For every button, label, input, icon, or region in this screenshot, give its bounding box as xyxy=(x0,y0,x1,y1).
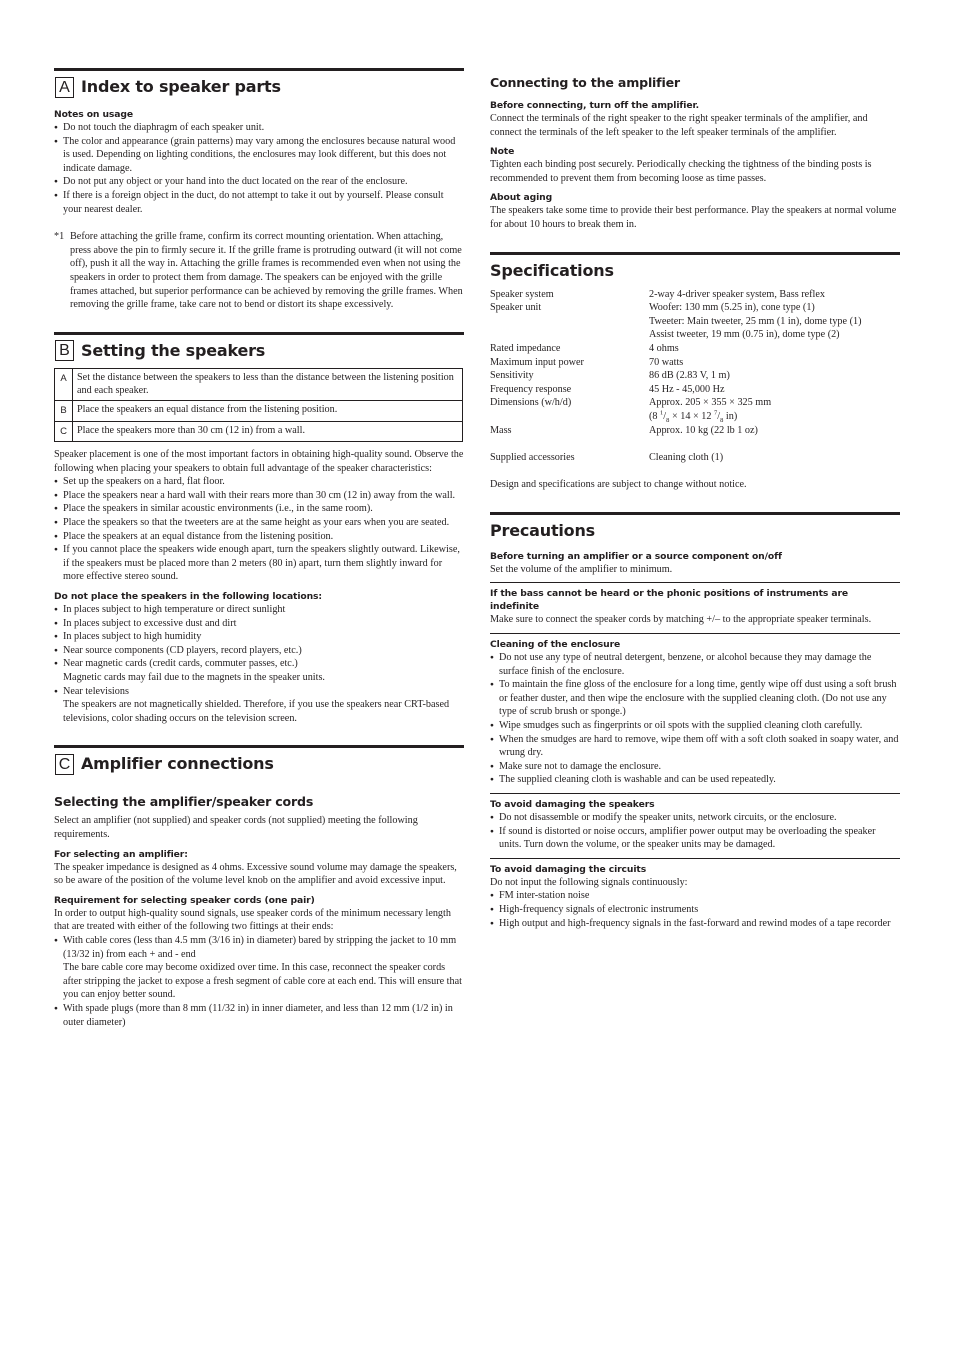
notes-on-usage-heading: Notes on usage xyxy=(54,109,133,120)
circuits-intro: Do not input the following signals continuously: xyxy=(490,876,688,888)
section-b-letter: B xyxy=(55,340,74,361)
list-item: ● Set up the speakers on a hard, flat floor. xyxy=(54,475,464,489)
cleaning-heading: Cleaning of the enclosure xyxy=(490,639,621,651)
cord-requirement-text: In order to output high-quality sound signals, use speaker cords of the minimum necessary length that are treated with either of the following two fittings at their ends: xyxy=(54,907,451,933)
connecting-heading: Connecting to the amplifier xyxy=(490,75,680,90)
note-heading: Note xyxy=(490,146,515,158)
list-item: ● If sound is distorted or noise occurs, amplifier power output may be overloading the speaker units. Turn down the volume, or the speaker units may be damaged. xyxy=(490,825,900,852)
list-item: ● Near televisions xyxy=(54,685,464,699)
about-aging-heading: About aging xyxy=(490,192,553,204)
power-text: Set the volume of the amplifier to minimum. xyxy=(490,563,673,575)
specifications-table xyxy=(490,288,900,465)
section-c-header xyxy=(54,745,464,775)
list-item: ● The supplied cleaning cloth is washable and can be used repeatedly. xyxy=(490,773,900,787)
dims-den-2: 8 xyxy=(720,416,724,424)
step-letter: B xyxy=(55,400,73,421)
magnetic-card-note: Magnetic cards may fail due to the magnets in the speaker units. xyxy=(63,672,325,683)
table-row xyxy=(490,301,900,315)
amplifier-selection-heading: For selecting an amplifier: xyxy=(54,848,188,860)
spec-key: Supplied accessories xyxy=(490,451,575,463)
amplifier-selection-text: The speaker impedance is designed as 4 ohms. Excessive sound volume may damage the speakers, so be aware of the position of the volume level knob on the amplifier and avoid excessive input. xyxy=(54,861,457,887)
circuits-list xyxy=(490,889,900,930)
setting-steps-table xyxy=(54,368,463,442)
table-row xyxy=(490,410,900,424)
divider xyxy=(490,858,900,876)
step-text: Set the distance between the speakers to less than the distance between the listening position and each speaker. xyxy=(73,368,463,400)
left-column xyxy=(54,68,464,1029)
footnote-mark: *1 xyxy=(54,231,65,243)
section-b-title: Setting the speakers xyxy=(81,340,266,360)
table-row xyxy=(490,315,900,329)
dims-slash-1: / xyxy=(663,410,667,422)
spec-value: Approx. 205 × 355 × 325 mm xyxy=(649,397,772,409)
spec-key: Sensitivity xyxy=(490,370,534,382)
grille-footnote xyxy=(54,230,464,312)
table-row xyxy=(490,383,900,397)
right-column xyxy=(490,68,900,930)
dims-num-1: 1 xyxy=(660,409,664,417)
section-a-title: Index to speaker parts xyxy=(81,77,281,96)
spec-value: Assist tweeter, 19 mm (0.75 in), dome type (2) xyxy=(649,329,840,341)
table-row xyxy=(490,288,900,302)
selecting-cords-intro: Select an amplifier (not supplied) and speaker cords (not supplied) meeting the following requirements. xyxy=(54,815,418,840)
spec-value: 2-way 4-driver speaker system, Bass reflex xyxy=(649,288,825,300)
speakers-damage-list xyxy=(490,811,900,852)
dims-num-2: 7 xyxy=(714,409,718,417)
speakers-damage-heading: To avoid damaging the speakers xyxy=(490,799,655,810)
cord-requirement-heading: Requirement for selecting speaker cords (one pair) xyxy=(54,894,315,906)
spec-value: Tweeter: Main tweeter, 25 mm (1 in), dome type (1) xyxy=(649,315,862,327)
spec-key: Speaker system xyxy=(490,288,554,300)
list-item: ● Near magnetic cards (credit cards, commuter passes, etc.) xyxy=(54,657,464,671)
divider xyxy=(490,633,900,651)
list-item: ● In places subject to high humidity xyxy=(54,630,464,644)
spacer-row xyxy=(490,437,900,451)
list-item: ● Place the speakers in similar acoustic environments (i.e., in the same room). xyxy=(54,502,464,516)
list-item: ● In places subject to high temperature or direct sunlight xyxy=(54,603,464,617)
spec-key-empty xyxy=(490,410,649,424)
placement-intro: Speaker placement is one of the most important factors in obtaining high-quality sound. Observe the following when placing your speakers to obtain full advantage of the speaker characteristics: xyxy=(54,449,464,474)
spec-key: Maximum input power xyxy=(490,356,584,368)
spec-value: 70 watts xyxy=(649,356,684,368)
list-item: ● With cable cores (less than 4.5 mm (3/16 in) in diameter) bared by stripping the jacket to 10 mm (13/32 in) from each + and - end xyxy=(54,934,464,961)
list-item: ● Make sure not to damage the enclosure. xyxy=(490,760,900,774)
list-item: ● Do not touch the diaphragm of each speaker unit. xyxy=(54,121,464,135)
list-item: ● FM inter-station noise xyxy=(490,889,900,903)
list-item: ● Place the speakers so that the tweeters are at the same height as your ears when you are seated. xyxy=(54,516,464,530)
footnote-text: Before attaching the grille frame, confirm its correct mounting orientation. When attaching, press above the pin to firmly secure it. If the grille frame is protruding outward (it will not come off), push it all the way in. Attaching the grille frames is recommended even when not using the speakers in order to protect them from damage. The speakers can be enjoyed with the grille frames attached, but superior performance can be achieved by removing the grille frames. When removing the grille frame, take care not to bend or distort its shape excessively. xyxy=(70,231,463,311)
bass-text: Make sure to connect the speaker cords by matching +/– to the appropriate speaker terminals. xyxy=(490,614,872,626)
spec-key: Mass xyxy=(490,424,512,436)
list-item: ● Do not put any object or your hand into the duct located on the rear of the enclosure. xyxy=(54,175,464,189)
spec-key: Rated impedance xyxy=(490,342,561,354)
specifications-title: Specifications xyxy=(490,252,900,282)
list-item: ● If you cannot place the speakers wide enough apart, turn the speakers slightly outward. Likewise, if the speakers must be placed more than 2 meters (80 in) apart, turn them slightly inward for more effective stereo sound. xyxy=(54,543,464,584)
table-row xyxy=(490,396,900,410)
table-row xyxy=(55,368,463,400)
divider xyxy=(490,793,900,811)
list-item: ● Place the speakers near a hard wall with their rears more than 30 cm (12 in) away from the wall. xyxy=(54,489,464,503)
spec-key: Frequency response xyxy=(490,383,572,395)
cleaning-list xyxy=(490,651,900,787)
selecting-cords-heading: Selecting the amplifier/speaker cords xyxy=(54,794,314,810)
spec-key xyxy=(490,315,649,329)
spec-key xyxy=(490,328,649,342)
notes-on-usage-list xyxy=(54,121,464,216)
circuits-heading: To avoid damaging the circuits xyxy=(490,863,647,875)
cable-core-note: The bare cable core may become oxidized over time. In this case, reconnect the speaker cords after stripping the jacket to expose a fresh segment of cable core at each end. This will ensure that you can enjoy better sound. xyxy=(63,962,462,1001)
about-aging-text: The speakers take some time to provide their best performance. Play the speakers at normal volume for about 10 hours to break them in. xyxy=(490,205,897,230)
list-item: ● Near source components (CD players, record players, etc.) xyxy=(54,644,464,658)
avoid-locations-heading: Do not place the speakers in the following locations: xyxy=(54,591,322,603)
section-c-title: Amplifier connections xyxy=(81,754,274,774)
dims-open: (8 xyxy=(649,410,661,422)
list-item: ● Wipe smudges such as fingerprints or oil spots with the supplied cleaning cloth carefully. xyxy=(490,719,900,733)
list-item: ● When the smudges are hard to remove, wipe them off with a soft cloth soaked in soapy water, and wrung dry. xyxy=(490,733,900,760)
placement-tips-list xyxy=(54,475,464,584)
divider xyxy=(490,582,900,613)
table-row xyxy=(490,328,900,342)
table-row xyxy=(490,342,900,356)
spec-value: 86 dB (2.83 V, 1 m) xyxy=(649,370,730,382)
avoid-locations-list xyxy=(54,603,464,671)
dims-slash-2: / xyxy=(717,410,721,422)
spec-key: Speaker unit xyxy=(490,302,542,314)
note-text: Tighten each binding post securely. Periodically checking the tightness of the binding posts is recommended to prevent them from becoming loose as time passes. xyxy=(490,159,872,184)
table-row xyxy=(490,369,900,383)
before-connecting-text: Connect the terminals of the right speaker to the right speaker terminals of the amplifier, and connect the terminals of the left speaker to the left speaker terminals of the amplifier. xyxy=(490,113,868,138)
step-text: Place the speakers more than 30 cm (12 in) from a wall. xyxy=(73,421,463,442)
section-a-letter: A xyxy=(55,77,74,98)
specifications-disclaimer: Design and specifications are subject to change without notice. xyxy=(490,479,747,491)
dimensions-inch-value xyxy=(649,410,900,424)
dims-close: in) xyxy=(723,410,738,422)
table-row xyxy=(490,356,900,370)
dims-mid: × 14 × 12 xyxy=(669,410,714,422)
step-text: Place the speakers an equal distance from the listening position. xyxy=(73,400,463,421)
list-item: ● Do not use any type of neutral detergent, benzene, or alcohol because they may damage the surface finish of the enclosure. xyxy=(490,651,900,678)
list-item: ● If there is a foreign object in the duct, do not attempt to take it out by yourself. Please consult your nearest dealer. xyxy=(54,189,464,216)
spec-value: 4 ohms xyxy=(649,342,679,354)
table-row xyxy=(490,424,900,438)
spec-value: Approx. 10 kg (22 lb 1 oz) xyxy=(649,424,758,436)
list-item: ● High-frequency signals of electronic instruments xyxy=(490,903,900,917)
table-row xyxy=(55,400,463,421)
bass-heading: If the bass cannot be heard or the phonic positions of instruments are indefinite xyxy=(490,588,849,613)
power-heading: Before turning an amplifier or a source component on/off xyxy=(490,550,782,562)
cord-fittings-list-2 xyxy=(54,1002,464,1029)
spec-key: Dimensions (w/h/d) xyxy=(490,397,572,409)
section-b-header xyxy=(54,332,464,362)
tv-note: The speakers are not magnetically shielded. Therefore, if you use the speakers near CRT-based televisions, color shading occurs on the television screen. xyxy=(63,699,450,724)
precautions-title: Precautions xyxy=(490,512,900,542)
list-item: ● High output and high-frequency signals in the fast-forward and rewind modes of a tape recorder xyxy=(490,917,900,931)
section-a-header xyxy=(54,68,464,98)
spec-value: 45 Hz - 45,000 Hz xyxy=(649,383,725,395)
step-letter: A xyxy=(55,368,73,400)
cord-fittings-list xyxy=(54,934,464,961)
before-connecting-heading: Before connecting, turn off the amplifier. xyxy=(490,100,699,111)
section-c-letter: C xyxy=(55,754,74,775)
list-item: ● To maintain the fine gloss of the enclosure for a long time, gently wipe off dust using a soft brush or feather duster, and then wipe the enclosure with the supplied cleaning cloth. (Do not use any type of scrub brush or sponge.) xyxy=(490,678,900,719)
table-row xyxy=(55,421,463,442)
step-letter: C xyxy=(55,421,73,442)
list-item: ● Place the speakers at an equal distance from the listening position. xyxy=(54,530,464,544)
spec-value: Cleaning cloth (1) xyxy=(649,451,724,463)
avoid-tv-list xyxy=(54,685,464,699)
table-row xyxy=(490,451,900,465)
dims-den-1: 8 xyxy=(666,416,670,424)
list-item: ● Do not disassemble or modify the speaker units, network circuits, or the enclosure. xyxy=(490,811,900,825)
list-item: ● The color and appearance (grain patterns) may vary among the enclosures because natural wood is used. Depending on lighting conditions, the enclosures may look different, but this does not indicate damage. xyxy=(54,135,464,176)
list-item: ● In places subject to excessive dust and dirt xyxy=(54,617,464,631)
spec-value: Woofer: 130 mm (5.25 in), cone type (1) xyxy=(649,302,815,314)
list-item: ● With spade plugs (more than 8 mm (11/32 in) in inner diameter, and less than 12 mm (1/2 in) in outer diameter) xyxy=(54,1002,464,1029)
